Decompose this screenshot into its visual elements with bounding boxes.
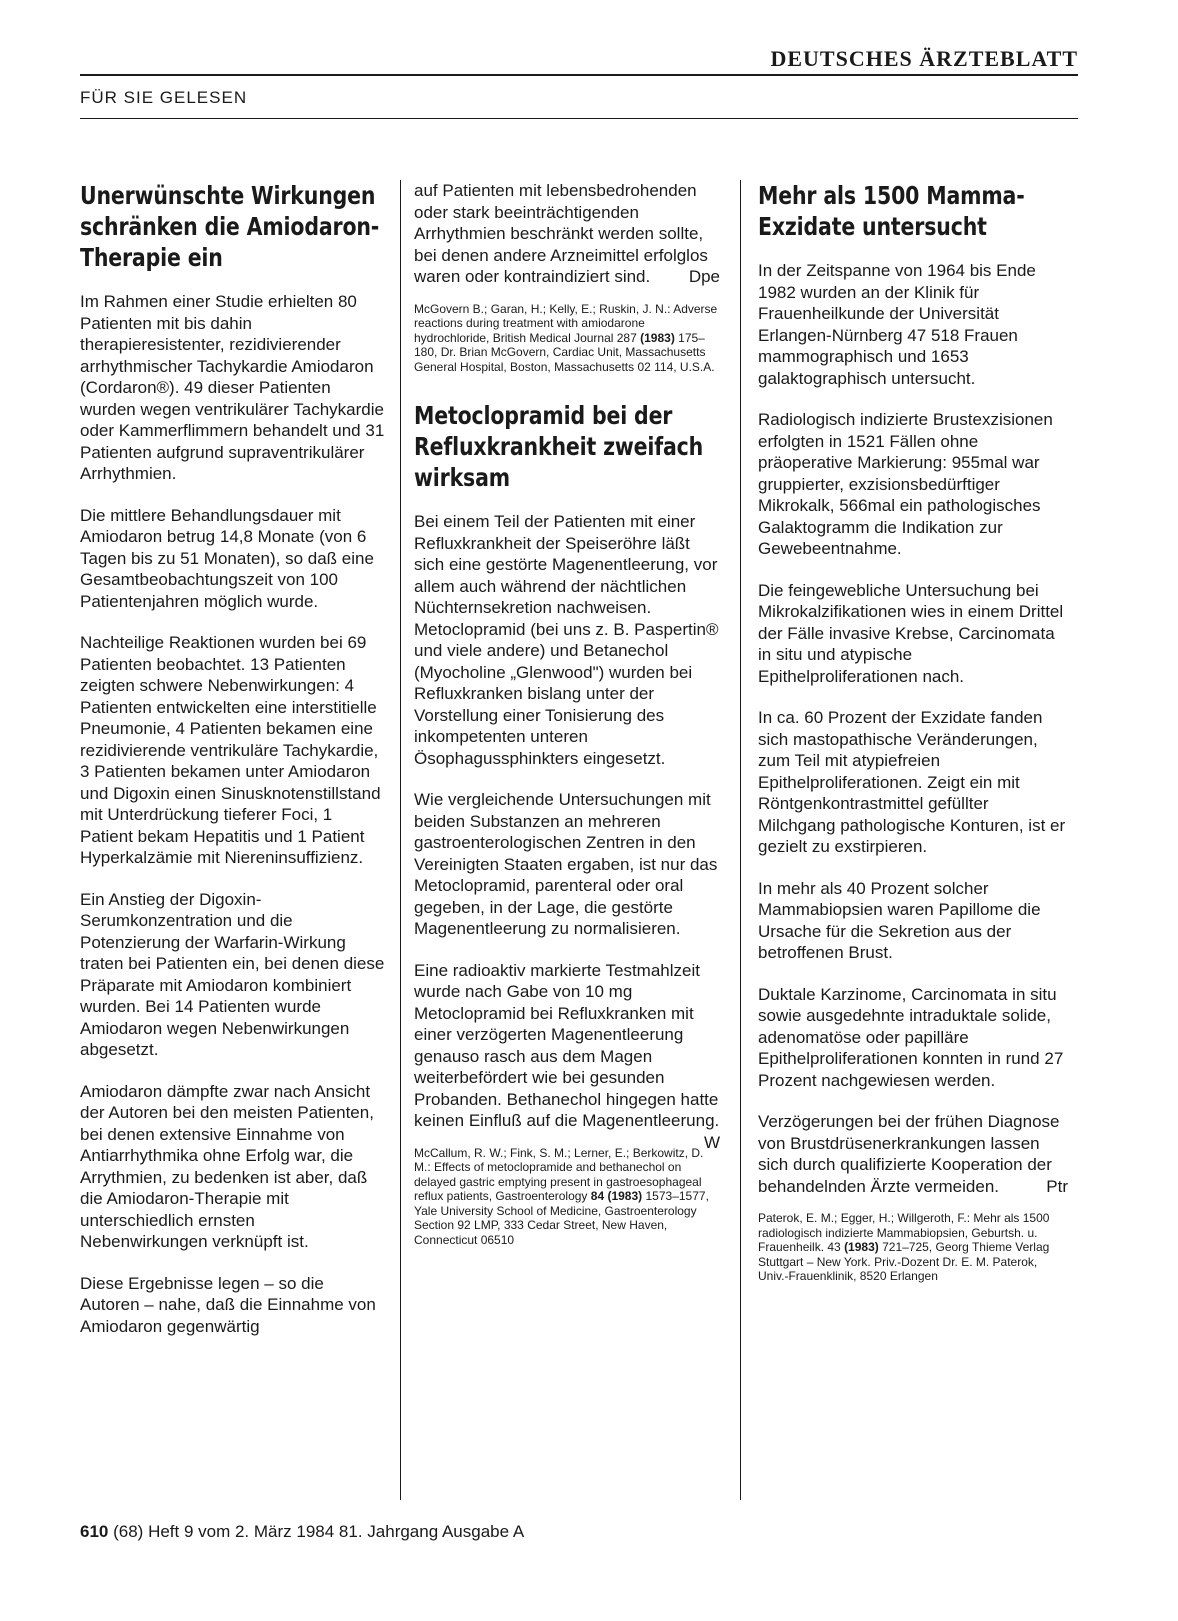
paragraph: Bei einem Teil der Patienten mit einer Refluxkrankheit der Speiseröhre läßt sich eine gestörte Magenentleerung, vor allem auch während der nächtlichen Nüchternsekretion nachweisen. Metoclopramid (bei uns z. B. Paspertin® und viele andere) und Betanechol (Myocholine „Glenwood") wurden bei Refluxkranken bislang unter der Vorstellung einer Tonisierung des inkompetenten unteren Ösophagussphinkters eingesetzt. <box>414 512 719 768</box>
paragraph: In ca. 60 Prozent der Exzidate fanden sich mastopathische Veränderungen, zum Teil mit atypiefreien Epithelproliferationen. Zeigt ein mit Röntgenkontrastmittel gefüllter Milchgang pathologische Konturen, ist er gezielt zu exstirpieren. <box>758 708 1066 856</box>
reference-year: (1983) <box>844 1240 879 1254</box>
paragraph <box>414 960 720 1152</box>
author-sign: Dpe <box>688 267 720 286</box>
page-number: 610 <box>80 1522 109 1541</box>
author-sign: W <box>703 1132 720 1152</box>
reference <box>758 1211 1068 1284</box>
reference-text: McCallum, R. W.; Fink, S. M.; Lerner, E.; Berkowitz, D. M.: Effects of metoclopramide and bethanechol on delayed gastric emptying present in gastroesophageal reflux patients, Gastroenterology <box>414 1145 704 1203</box>
reference-text: 1573–1577, Yale University School of Medicine, Gastroenterology Section 92 LMP, 333 Cedar Street, New Haven, Connecticut 06510 <box>414 1189 709 1247</box>
reference <box>414 302 720 375</box>
paragraph: Im Rahmen einer Studie erhielten 80 Patienten mit bis dahin therapieresistenter, rezidivierender arrhythmischer Tachykardie Amiodaron (Cordaron®). 49 dieser Patienten wurden wegen ventrikulärer Tachykardie oder Kammerflimmern behandelt und 31 Patienten aufgrund supraventrikulärer Arrhythmien. <box>80 292 385 483</box>
paragraph: Die feingewebliche Untersuchung bei Mikrokalzifikationen wies in einem Drittel der Fälle invasive Krebse, Carcinomata in situ und atypische Epithelproliferationen nach. <box>758 580 1064 686</box>
article-title: Unerwünschte Wirkungen schränken die Amiodaron-Therapie ein <box>80 181 380 272</box>
reference <box>414 1146 720 1248</box>
paragraph: Radiologisch indizierte Brustexzisionen erfolgten in 1521 Fällen ohne präoperative Markierung: 955mal war gruppierter, exzisionsbedürftiger Mikrokalk, 566mal ein pathologisches Galaktogramm die Indikation zur Gewebeentnahme. <box>758 410 1053 558</box>
paragraph-text: Eine radioaktiv markierte Testmahlzeit wurde nach Gabe von 10 mg Metoclopramid bei Refluxkranken mit einer verzögerten Magenentleerung genauso rasch aus dem Magen weiterbefördert wie bei gesunden Probanden. Bethanechol hingegen hatte keinen Einfluß auf die Magenentleerung. <box>414 960 720 1130</box>
column-divider <box>740 180 741 1500</box>
reference-text: 175–180, Dr. Brian McGovern, Cardiac Unit, Massachusetts General Hospital, Boston, Massachusetts 02 114, U.S.A. <box>414 330 715 374</box>
reference-text: Paterok, E. M.; Egger, H.; Willgeroth, F.: Mehr als 1500 radiologisch indizierte Mammabiopsien, Geburtsh. u. Frauenheilk. 43 <box>758 1211 1050 1254</box>
column-divider <box>400 180 401 1500</box>
issue-info: (68) Heft 9 vom 2. März 1984 81. Jahrgang Ausgabe A <box>113 1522 525 1541</box>
header-rule <box>80 74 1078 76</box>
paragraph-text: auf Patienten mit lebensbedrohenden oder stark beeinträchtigenden Arrhythmien beschränkt werden sollte, bei denen andere Arzneimittel erfolglos waren oder kontraindiziert sind. <box>414 181 708 286</box>
article-title: Metoclopramid bei der Refluxkrankheit zweifach wirksam <box>414 401 704 492</box>
paragraph: Diese Ergebnisse legen – so die Autoren – nahe, daß die Einnahme von Amiodaron gegenwärtig <box>80 1273 376 1336</box>
section-rule <box>80 118 1078 119</box>
reference-text: 721–725, Georg Thieme Verlag Stuttgart – New York. Priv.-Dozent Dr. E. M. Paterok, Univ.-Frauenklinik, 8520 Erlangen <box>758 1240 1050 1283</box>
reference-year: 84 (1983) <box>590 1189 643 1203</box>
paragraph: Amiodaron dämpfte zwar nach Ansicht der Autoren bei den meisten Patienten, bei denen extensive Einnahme von Antiarrhythmika ohne Erfolg war, die Arrythmien, zu bedenken ist aber, daß die Amiodaron-Therapie mit unterschiedlich ernsten Nebenwirkungen verknüpft ist. <box>80 1081 374 1251</box>
article-amiodaron <box>80 180 386 1357</box>
paragraph: Wie vergleichende Untersuchungen mit beiden Substanzen an mehreren gastroenterologischen Zentren in den Vereinigten Staaten ergaben, ist nur das Metoclopramid, parenteral oder oral gegeben, in der Lage, die gestörte Magenentleerung zu normalisieren. <box>414 790 718 938</box>
paragraph: Duktale Karzinome, Carcinomata in situ sowie ausgedehnte intraduktale solide, adenomatöse oder papilläre Epithelproliferationen konnten in rund 27 Prozent nachgewiesen werden. <box>758 984 1064 1090</box>
column-middle <box>414 180 720 1271</box>
page-footer <box>80 1522 524 1542</box>
article-title: Mehr als 1500 Mamma-Exzidate untersucht <box>758 181 1025 241</box>
article-mamma <box>758 180 1068 1308</box>
paragraph: Ein Anstieg der Digoxin-Serumkonzentration und die Potenzierung der Warfarin-Wirkung traten bei Patienten ein, bei denen diese Präparate mit Amiodaron kombiniert wurden. Bei 14 Patienten wurde Amiodaron wegen Nebenwirkungen abgesetzt. <box>80 889 385 1059</box>
paragraph <box>758 1111 1068 1197</box>
paragraph: Die mittlere Behandlungsdauer mit Amiodaron betrug 14,8 Monate (von 6 Tagen bis zu 51 Monaten), so daß eine Gesamtbeobachtungszeit von 100 Patientenjahren möglich wurde. <box>80 505 374 611</box>
reference-text: McGovern B.; Garan, H.; Kelly, E.; Ruskin, J. N.: Adverse reactions during treatment with amiodarone hydrochloride, British Medical Journal 287 <box>414 301 718 345</box>
reference-year: (1983) <box>640 330 675 345</box>
paragraph: In der Zeitspanne von 1964 bis Ende 1982 wurden an der Klinik für Frauenheilkunde der Universität Erlangen-Nürnberg 47 518 Frauen mammographisch und 1653 galaktographisch untersucht. <box>758 261 1036 388</box>
masthead: DEUTSCHES ÄRZTEBLATT <box>770 46 1078 71</box>
paragraph-text: Verzögerungen bei der frühen Diagnose von Brustdrüsenerkrankungen lassen sich durch qualifizierte Kooperation der behandelnden Ärzte vermeiden. <box>758 1112 1060 1196</box>
paragraph: Nachteilige Reaktionen wurden bei 69 Patienten beobachtet. 13 Patienten zeigten schwere Nebenwirkungen: 4 Patienten entwickelten eine interstitielle Pneumonie, 4 Patienten bekamen eine rezidivierende ventrikuläre Tachykardie, 3 Patienten bekamen unter Amiodaron und Digoxin einen Sinusknotenstillstand mit Unterdrückung tieferer Foci, 1 Patient bekam Hepatitis und 1 Patient Hyperkalzämie mit Niereninsuffizienz. <box>80 633 381 867</box>
author-sign: Ptr <box>1046 1176 1068 1196</box>
section-label: FÜR SIE GELESEN <box>80 88 248 107</box>
paragraph: In mehr als 40 Prozent solcher Mammabiopsien waren Papillome die Ursache für die Sekretion aus der betroffenen Brust. <box>758 878 1041 962</box>
paragraph <box>414 180 720 288</box>
